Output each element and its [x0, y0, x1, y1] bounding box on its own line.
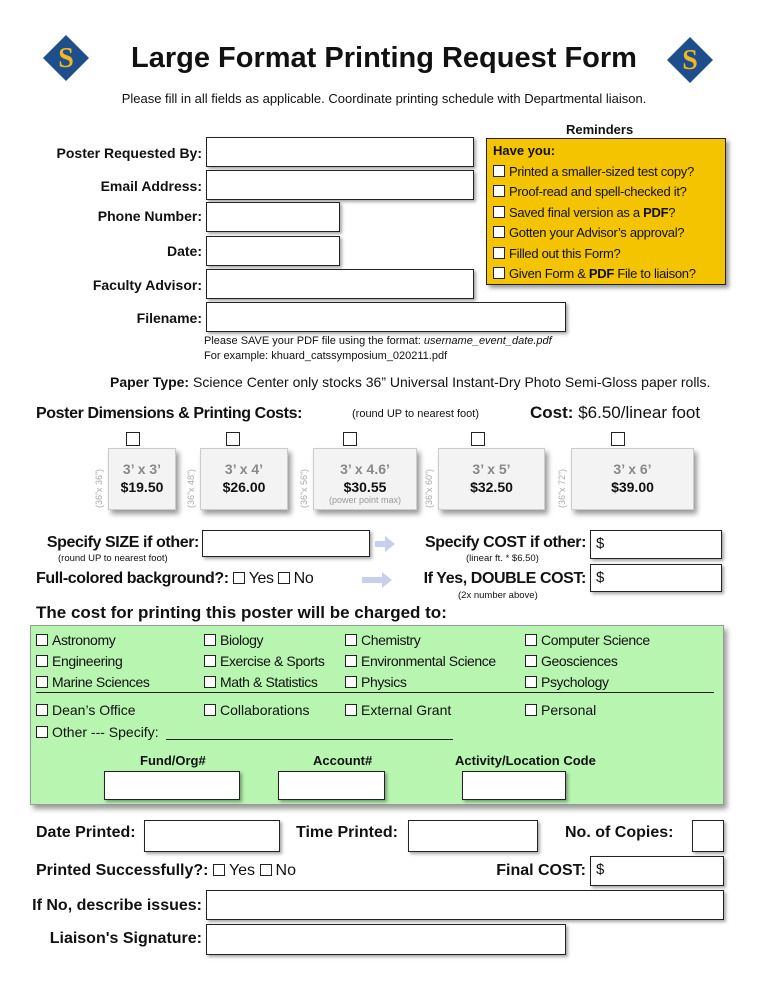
requested-by-label: Poster Requested By:: [56, 145, 202, 161]
dept-label: Marine Sciences: [52, 674, 150, 690]
reminder-checkbox[interactable]: [493, 267, 505, 279]
reminder-item: [493, 182, 719, 203]
printed-success: [36, 862, 296, 880]
dept-checkbox[interactable]: [204, 676, 216, 688]
size-checkbox[interactable]: [226, 432, 240, 446]
size-card[interactable]: [108, 448, 176, 510]
filename-input[interactable]: [206, 302, 566, 332]
final-cost-label: Final COST:: [496, 862, 586, 879]
note-format: username_event_date.pdf: [423, 335, 552, 347]
dept-option[interactable]: [345, 632, 420, 648]
size-label: 3’ x 4.6’: [340, 461, 390, 477]
divider: [36, 692, 714, 693]
size-price: $39.00: [611, 479, 654, 495]
reminder-bold: PDF: [643, 204, 669, 220]
dept-option[interactable]: [525, 674, 609, 690]
signature-input[interactable]: [206, 924, 566, 955]
reminder-bold: PDF: [588, 266, 615, 281]
reminder-checkbox[interactable]: [493, 226, 505, 238]
advisor-input[interactable]: [206, 269, 474, 299]
reminder-text: Given Form &: [509, 266, 589, 281]
funding-label: Personal: [541, 702, 597, 718]
reminder-text: Filled out this Form?: [509, 245, 621, 261]
date-printed-input[interactable]: [144, 820, 280, 852]
dimensions-note: (round UP to nearest foot): [352, 408, 479, 420]
funding-checkbox[interactable]: [345, 704, 357, 716]
dept-checkbox[interactable]: [525, 634, 537, 646]
paper-type: [110, 374, 710, 390]
bg-yes-label: Yes: [248, 570, 274, 587]
cost-label: Cost:: [530, 403, 574, 422]
phone-input[interactable]: [206, 202, 340, 232]
charge-heading: The cost for printing this poster will be charged to:: [36, 603, 447, 622]
activity-label: Activity/Location Code: [455, 753, 596, 768]
funding-option[interactable]: [345, 702, 451, 718]
size-checkbox[interactable]: [471, 432, 485, 446]
date-label: Date:: [166, 243, 202, 259]
dept-label: Engineering: [52, 653, 123, 669]
reminders-heading: Have you:: [493, 143, 556, 158]
funding-option[interactable]: [204, 702, 310, 718]
funding-label: Dean’s Office: [52, 702, 136, 718]
activity-input[interactable]: [462, 771, 566, 800]
account-input[interactable]: [278, 771, 385, 800]
size-note: (power point max): [328, 495, 402, 505]
svg-text:S: S: [58, 43, 74, 74]
funding-option[interactable]: [525, 702, 596, 718]
dollar-sign: $: [596, 569, 605, 586]
reminder-text-end: ?: [668, 204, 676, 220]
dept-label: Astronomy: [52, 632, 116, 648]
other-specify-line[interactable]: [166, 739, 453, 740]
size-inches: (36”x 36”): [94, 468, 104, 508]
requested-by-input[interactable]: [206, 137, 474, 167]
email-input[interactable]: [206, 170, 474, 200]
email-label: Email Address:: [100, 178, 202, 194]
reminder-checkbox[interactable]: [493, 165, 505, 177]
dept-checkbox[interactable]: [204, 634, 216, 646]
filename-format-note: [204, 335, 552, 347]
bg-yes-checkbox[interactable]: [233, 572, 245, 584]
date-printed-label: Date Printed:: [36, 824, 136, 841]
dept-checkbox[interactable]: [36, 676, 48, 688]
specify-cost-input[interactable]: [590, 530, 722, 559]
funding-label: Collaborations: [220, 702, 310, 718]
size-label: 3’ x 6’: [613, 461, 652, 477]
reminder-checkbox[interactable]: [493, 206, 505, 218]
double-cost-note: (2x number above): [458, 590, 538, 601]
background-label: Full-colored background?:: [36, 570, 229, 587]
dept-label: Exercise & Sports: [220, 653, 325, 669]
success-yes-checkbox[interactable]: [213, 864, 225, 876]
dollar-sign: $: [596, 535, 605, 552]
dept-option[interactable]: [36, 632, 115, 648]
reminder-text: Proof-read and spell-checked it?: [509, 184, 687, 199]
bg-no-checkbox[interactable]: [278, 572, 290, 584]
size-card[interactable]: [438, 448, 545, 510]
reminder-item: [493, 264, 719, 285]
dept-label: Physics: [361, 674, 407, 690]
date-input[interactable]: [206, 236, 340, 266]
reminders-box: [486, 138, 726, 285]
funding-option[interactable]: [36, 702, 136, 718]
other-checkbox[interactable]: [36, 726, 48, 738]
size-card[interactable]: [200, 448, 288, 510]
advisor-label: Faculty Advisor:: [92, 277, 202, 293]
dept-checkbox[interactable]: [345, 676, 357, 688]
dept-checkbox[interactable]: [36, 634, 48, 646]
dept-label: Geosciences: [541, 653, 618, 669]
size-card[interactable]: [571, 448, 694, 510]
reminder-checkbox[interactable]: [493, 247, 505, 259]
reminder-item: [493, 203, 719, 224]
dept-option[interactable]: [36, 674, 150, 690]
other-specify: [36, 724, 159, 740]
dept-checkbox[interactable]: [525, 676, 537, 688]
fund-label: Fund/Org#: [140, 753, 206, 768]
dept-label: Chemistry: [361, 632, 421, 648]
funding-checkbox[interactable]: [525, 704, 537, 716]
other-specify-label: Other --- Specify:: [52, 724, 159, 740]
filename-example-note: For example: khuard_catssymposium_020211.pdf: [204, 350, 448, 362]
dept-option[interactable]: [525, 653, 618, 669]
size-checkbox[interactable]: [126, 432, 140, 446]
background-question: [36, 570, 313, 588]
dimensions-heading: Poster Dimensions & Printing Costs:: [36, 405, 303, 422]
reminder-text-end: File to liaison?: [614, 266, 696, 281]
size-inches: (36”x 56”): [299, 468, 309, 508]
arrow-icon: [362, 577, 382, 583]
dept-label: Biology: [220, 632, 264, 648]
reminder-item: [493, 162, 719, 183]
subtitle: Please fill in all fields as applicable. Coordinate printing schedule with Departmental liaison.: [121, 91, 647, 106]
dept-checkbox[interactable]: [345, 634, 357, 646]
final-cost-input[interactable]: [590, 856, 724, 886]
success-no-label: No: [275, 862, 296, 879]
issues-input[interactable]: [206, 890, 724, 920]
filename-label: Filename:: [136, 310, 202, 326]
size-checkbox[interactable]: [611, 432, 625, 446]
reminder-item: [493, 223, 719, 244]
specify-cost-note: (linear ft. * $6.50): [466, 553, 539, 564]
fund-input[interactable]: [104, 771, 240, 800]
success-label: Printed Successfully?:: [36, 862, 209, 879]
svg-text:S: S: [682, 45, 698, 76]
reminder-item: [493, 244, 719, 265]
issues-label: If No, describe issues:: [32, 897, 202, 914]
specify-cost-label: Specify COST if other:: [425, 534, 586, 551]
cost-value: $6.50/linear foot: [578, 403, 701, 422]
specify-size-note: (round UP to nearest foot): [58, 553, 168, 564]
dept-checkbox[interactable]: [345, 655, 357, 667]
bg-no-label: No: [293, 570, 314, 587]
copies-label: No. of Copies:: [565, 824, 674, 841]
dept-checkbox[interactable]: [525, 655, 537, 667]
signature-label: Liaison's Signature:: [49, 930, 202, 947]
time-printed-label: Time Printed:: [296, 824, 398, 841]
account-label: Account#: [313, 753, 373, 768]
specify-size-label: Specify SIZE if other:: [46, 534, 199, 551]
arrow-icon: [375, 541, 385, 547]
dollar-sign: $: [596, 861, 605, 878]
size-label: 3’ x 3’: [122, 461, 162, 477]
dept-option[interactable]: [345, 653, 496, 669]
dept-option[interactable]: [525, 632, 650, 648]
paper-type-label: Paper Type:: [110, 374, 190, 390]
reminder-text: Saved final version as a: [509, 204, 644, 220]
size-checkbox[interactable]: [343, 432, 357, 446]
success-yes-label: Yes: [228, 862, 256, 879]
funding-label: External Grant: [361, 702, 452, 718]
reminder-checkbox[interactable]: [493, 185, 505, 197]
dept-option[interactable]: [345, 674, 406, 690]
size-label: 3’ x 4’: [224, 461, 264, 477]
cost-rate: [530, 403, 700, 423]
size-price: $30.55: [343, 479, 387, 495]
double-cost-input[interactable]: [590, 564, 722, 592]
success-no-checkbox[interactable]: [260, 864, 272, 876]
funding-checkbox[interactable]: [204, 704, 216, 716]
dept-checkbox[interactable]: [36, 655, 48, 667]
dept-option[interactable]: [204, 674, 317, 690]
size-label: 3’ x 5’: [472, 461, 511, 477]
specify-size-input[interactable]: [202, 530, 370, 557]
paper-type-text: Science Center only stocks 36” Universal Instant-Dry Photo Semi-Gloss paper rolls.: [193, 374, 711, 390]
note-text: Please SAVE your PDF file using the format:: [204, 335, 424, 347]
dept-option[interactable]: [204, 632, 263, 648]
size-price: $19.50: [120, 479, 164, 495]
size-price: $26.00: [222, 479, 266, 495]
time-printed-input[interactable]: [408, 820, 538, 852]
dept-label: Math & Statistics: [220, 674, 318, 690]
dept-option[interactable]: [204, 653, 324, 669]
reminder-text: Printed a smaller-sized test copy?: [509, 163, 694, 179]
dept-option[interactable]: [36, 653, 122, 669]
size-inches: (36”x 72”): [557, 468, 567, 508]
dept-label: Computer Science: [541, 632, 650, 648]
page-title: Large Format Printing Request Form: [131, 42, 637, 74]
funding-checkbox[interactable]: [36, 704, 48, 716]
reminders-title: Reminders: [566, 122, 634, 137]
dept-label: Psychology: [541, 674, 609, 690]
size-card[interactable]: [313, 448, 417, 510]
copies-input[interactable]: [692, 820, 724, 852]
dept-checkbox[interactable]: [204, 655, 216, 667]
double-cost-label: If Yes, DOUBLE COST:: [423, 570, 586, 587]
size-inches: (36”x 60”): [424, 468, 434, 508]
size-inches: (36”x 48”): [186, 468, 196, 508]
reminder-text: Gotten your Advisor’s approval?: [509, 225, 685, 240]
size-price: $32.50: [470, 479, 513, 495]
phone-label: Phone Number:: [97, 208, 202, 224]
dept-label: Environmental Science: [361, 653, 496, 669]
